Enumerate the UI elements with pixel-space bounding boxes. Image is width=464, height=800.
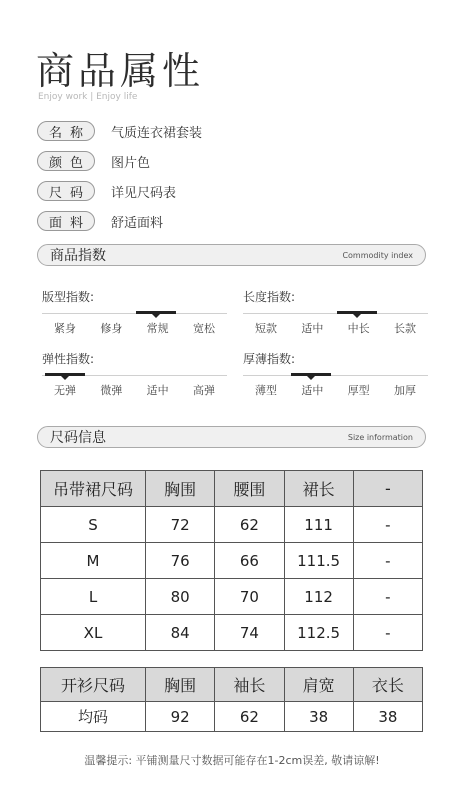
attr-value: 详见尺码表 [111,185,177,201]
table-cell: S [41,507,146,543]
table-header-cell: 吊带裙尺码 [41,471,146,507]
index-option: 宽松 [192,322,215,335]
table-cell: 111 [284,507,353,543]
index-option: 加厚 [393,384,416,397]
index-option: 适中 [301,384,324,397]
index-selected-marker [136,311,176,314]
index-option: 适中 [146,384,169,397]
attr-value: 图片色 [111,155,151,171]
attr-label: 颜色 [37,151,95,171]
index-option: 长款 [393,322,416,335]
attr-label: 面料 [37,211,95,231]
table-row [41,615,423,651]
table-cell: L [41,579,146,615]
attr-label: 尺码 [37,181,95,201]
table-cell: 66 [215,543,284,579]
index-option: 中长 [347,322,370,335]
table-cell: - [353,507,422,543]
section-title-en: Size information [347,432,413,442]
table-header-cell: - [353,471,422,507]
table-cell: 70 [215,579,284,615]
dress-size-table [40,470,423,651]
table-cell: 76 [146,543,215,579]
cardigan-size-table [40,667,423,732]
table-cell: - [353,543,422,579]
index-track [243,313,428,314]
attr-row-color [37,150,150,172]
table-header-row [41,471,423,507]
table-cell: 72 [146,507,215,543]
index-option: 修身 [100,322,123,335]
page-title: 商品属性 [36,49,205,93]
index-option: 微弹 [100,384,123,397]
index-selected-marker [45,373,85,376]
table-cell: 62 [215,507,284,543]
index-options [243,320,428,336]
index-label: 长度指数: [243,290,296,304]
index-label: 版型指数: [42,290,95,304]
table-cell: 38 [284,702,353,732]
table-cell: 均码 [41,702,146,732]
table-cell: M [41,543,146,579]
table-cell: 80 [146,579,215,615]
index-track [243,375,428,376]
index-elasticity [42,350,227,397]
index-label: 弹性指数: [42,352,95,366]
section-title: 商品指数 [50,248,106,264]
index-option: 薄型 [255,384,277,397]
index-option: 高弹 [192,384,215,397]
index-length [243,288,428,335]
table-row [41,543,423,579]
table-row [41,579,423,615]
table-cell: - [353,579,422,615]
table-cell: 112.5 [284,615,353,651]
index-track [42,313,227,314]
table-header-cell: 腰围 [215,471,284,507]
index-thickness [243,350,428,397]
index-option: 厚型 [347,384,370,397]
index-option: 适中 [301,322,324,335]
table-header-cell: 衣长 [353,668,422,702]
index-selected-marker [337,311,377,314]
table-cell: 38 [353,702,422,732]
commodity-index-header [37,244,426,266]
attr-value: 气质连衣裙套装 [111,125,203,141]
page-subtitle: Enjoy work | Enjoy life [38,92,138,102]
table-header-cell: 肩宽 [284,668,353,702]
index-options [243,382,428,398]
table-cell: 74 [215,615,284,651]
table-cell: 84 [146,615,215,651]
attr-row-fabric [37,210,163,232]
table-header-row [41,668,423,702]
attr-row-name [37,120,202,142]
index-option: 无弹 [54,384,76,397]
index-selected-marker [291,373,331,376]
index-fit [42,288,227,335]
table-cell: - [353,615,422,651]
section-title: 尺码信息 [50,430,106,446]
size-info-header [37,426,426,448]
table-row [41,507,423,543]
section-title-en: Commodity index [342,250,413,260]
table-header-cell: 裙长 [284,471,353,507]
table-cell: 111.5 [284,543,353,579]
table-cell: 62 [215,702,284,732]
footer-note: 温馨提示: 平铺测量尺寸数据可能存在1-2cm误差, 敬请谅解! [84,754,380,767]
attr-label: 名称 [37,121,95,141]
table-cell: XL [41,615,146,651]
table-cell: 92 [146,702,215,732]
index-option: 紧身 [54,322,76,335]
table-header-cell: 袖长 [215,668,284,702]
attr-value: 舒适面料 [111,215,164,231]
index-options [42,320,227,336]
attr-row-size [37,180,176,202]
table-header-cell: 开衫尺码 [41,668,146,702]
index-option: 常规 [146,322,169,335]
index-options [42,382,227,398]
table-header-cell: 胸围 [146,668,215,702]
table-cell: 112 [284,579,353,615]
table-header-cell: 胸围 [146,471,215,507]
table-row [41,702,423,732]
index-option: 短款 [255,322,277,335]
index-label: 厚薄指数: [243,352,296,366]
